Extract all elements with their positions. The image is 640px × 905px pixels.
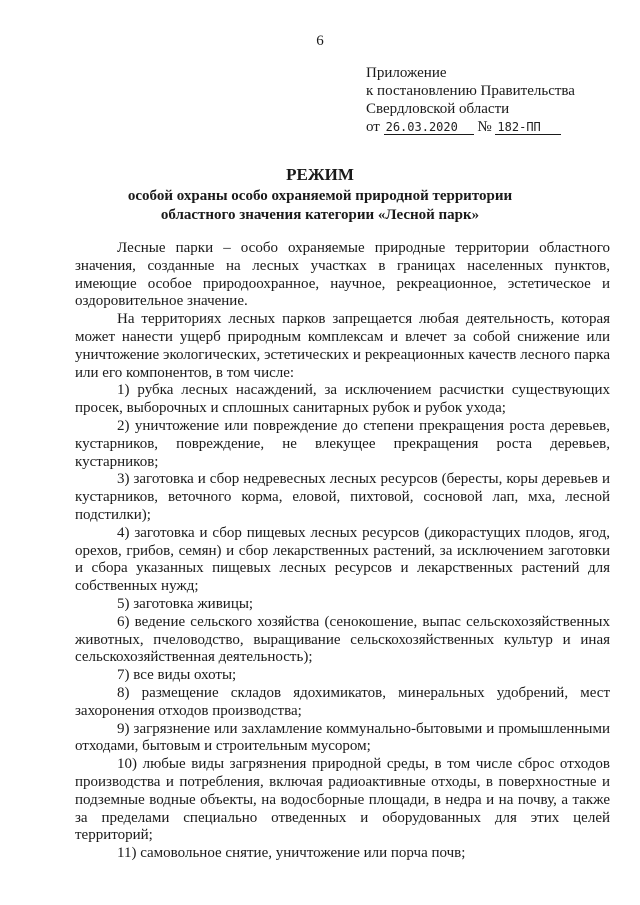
document-subtitle: особой охраны особо охраняемой природной территории <box>127 188 513 204</box>
approval-line <box>366 118 626 136</box>
list-item: 8) размещение складов ядохимикатов, минеральных удобрений, мест захоронения отходов производства; <box>75 684 610 719</box>
approval-number: 182-ПП <box>495 120 561 135</box>
paragraph: Лесные парки – особо охраняемые природные территории областного значения, созданные на лесных участках в границах населенных пунктов, имеющие особое природоохранное, научное, рекреационное, эстетическое и оздоровительное значение. <box>75 240 610 310</box>
list-item: 11) самовольное снятие, уничтожение или порча почв; <box>117 845 466 862</box>
date-prefix: от <box>366 119 380 135</box>
appendix-line: Приложение <box>366 65 447 81</box>
paragraph: На территориях лесных парков запрещается любая деятельность, которая может нанести ущерб природным комплексам и влечет за собой снижение или уничтожение экологических, эстетических и рекреационных качеств лесного парка или его компонентов, в том числе: <box>75 311 610 381</box>
list-item: 7) все виды охоты; <box>117 667 237 684</box>
approval-date: 26.03.2020 <box>384 120 474 135</box>
document-title: РЕЖИМ <box>286 165 354 184</box>
appendix-block <box>366 64 626 136</box>
number-prefix: № <box>477 119 492 135</box>
document-body <box>75 240 610 863</box>
appendix-line: Свердловской области <box>366 101 510 117</box>
document-subtitle: областного значения категории «Лесной парк» <box>160 207 480 223</box>
list-item: 5) заготовка живицы; <box>117 595 254 612</box>
list-item: 1) рубка лесных насаждений, за исключением расчистки существующих просек, выборочных и сплошных санитарных рубок и рубок ухода; <box>75 382 610 417</box>
list-item: 9) загрязнение или захламление коммунально-бытовыми и промышленными отходами, бытовым и строительным мусором; <box>75 720 610 755</box>
list-item: 3) заготовка и сбор недревесных лесных ресурсов (бересты, коры деревьев и кустарников, веточного корма, еловой, пихтовой, сосновой лап, мха, лесной подстилки); <box>75 471 610 523</box>
list-item: 2) уничтожение или повреждение до степени прекращения роста деревьев, кустарников, повреждение, не влекущее прекращения роста деревьев, кустарников; <box>75 417 610 470</box>
title-block <box>0 165 640 225</box>
list-item: 6) ведение сельского хозяйства (сенокошение, выпас сельскохозяйственных животных, пчеловодство, выращивание сельскохозяйственных культур и иная сельскохозяйственная деятельность); <box>75 613 610 666</box>
page-number: 6 <box>316 33 324 49</box>
list-item: 10) любые виды загрязнения природной среды, в том числе сброс отходов производства и потребления, включая радиоактивные отходы, в поверхностные и подземные водные объекты, на водосборные площади, в недра и на почву, а также за пределами специально отведенных и оборудованных для этих целей территорий; <box>75 756 610 844</box>
appendix-line: к постановлению Правительства <box>366 83 575 99</box>
list-item: 4) заготовка и сбор пищевых лесных ресурсов (дикорастущих плодов, ягод, орехов, грибов, семян) и сбор лекарственных растений, за исключением заготовки и сбора указанных пищевых лесных ресурсов и лекарственных растений для собственных нужд; <box>75 524 610 595</box>
